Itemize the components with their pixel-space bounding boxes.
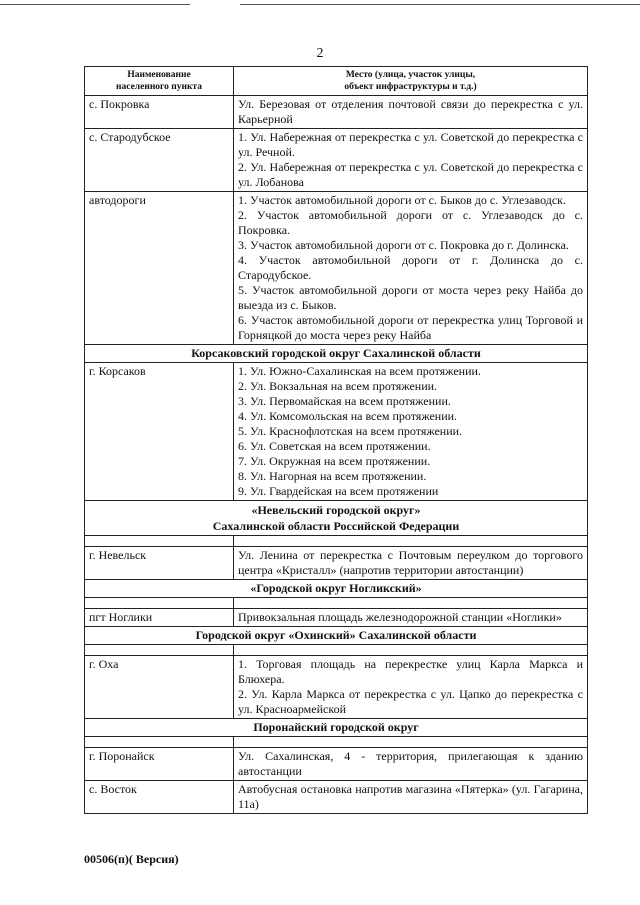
table-header-row	[85, 67, 588, 96]
section-header-row	[85, 719, 588, 737]
section-okha: Городской округ «Охинский» Сахалинской области	[85, 627, 588, 645]
settlement-cell: с. Восток	[85, 781, 234, 814]
settlement-cell: автодороги	[85, 192, 234, 345]
settlement-cell: пгт Ноглики	[85, 609, 234, 627]
settlement-cell: с. Стародубское	[85, 129, 234, 192]
location-cell: 1. Ул. Южно-Сахалинская на всем протяжении. 2. Ул. Вокзальная на всем протяжении. 3. Ул. Первомайская на всем протяжении. 4. Ул. Комсомольская на всем протяжении. 5. Ул. Краснофлотская на всем протяжении. 6. Ул. Советская на всем протяжении. 7. Ул. Окружная на всем протяжении. 8. Ул. Нагорная на всем протяжении. 9. Ул. Гвардейская на всем протяжении	[234, 363, 588, 501]
section-header-row	[85, 627, 588, 645]
location-cell: Привокзальная площадь железнодорожной станции «Ноглики»	[234, 609, 588, 627]
page-number: 2	[316, 46, 324, 61]
location-cell: Ул. Березовая от отделения почтовой связи до перекрестка с ул. Карьерной	[234, 96, 588, 129]
header-location: Место (улица, участок улицы, объект инфраструктуры и т.д.)	[234, 67, 588, 96]
spacer-row	[85, 598, 588, 609]
table-row	[85, 748, 588, 781]
settlement-cell: г. Корсаков	[85, 363, 234, 501]
location-cell: 1. Участок автомобильной дороги от с. Быков до с. Углезаводск. 2. Участок автомобильной дороги от с. Углезаводск до с. Покровка. 3. Участок автомобильной дороги от с. Покровка до г. Долинска. 4. Участок автомобильной дороги от г. Долинска до с. Стародубское. 5. Участок автомобильной дороги от моста через реку Найба до выезда из с. Быков. 6. Участок автомобильной дороги от перекрестка улиц Торговой и Горняцкой до моста через реку Найба	[234, 192, 588, 345]
table-row	[85, 96, 588, 129]
section-header-row	[85, 345, 588, 363]
settlement-cell: г. Оха	[85, 656, 234, 719]
header-settlement: Наименование населенного пункта	[85, 67, 234, 96]
settlement-cell: г. Невельск	[85, 547, 234, 580]
table-row	[85, 547, 588, 580]
settlement-cell: с. Покровка	[85, 96, 234, 129]
location-cell: 1. Ул. Набережная от перекрестка с ул. Советской до перекрестка с ул. Речной. 2. Ул. Набережная от перекрестка с ул. Советской до перекрестка с ул. Лобанова	[234, 129, 588, 192]
table-row	[85, 781, 588, 814]
section-header-row	[85, 580, 588, 598]
table-row	[85, 129, 588, 192]
section-header-row	[85, 501, 588, 536]
location-cell: 1. Торговая площадь на перекрестке улиц Карла Маркса и Блюхера. 2. Ул. Карла Маркса от перекрестка с ул. Цапко до перекрестка с ул. Красноармейской	[234, 656, 588, 719]
spacer-row	[85, 737, 588, 748]
spacer-row	[85, 536, 588, 547]
location-cell: Автобусная остановка напротив магазина «Пятерка» (ул. Гагарина, 11а)	[234, 781, 588, 814]
section-poronaysk: Поронайский городской округ	[85, 719, 588, 737]
section-nevelsk: «Невельский городской округ» Сахалинской области Российской Федерации	[85, 501, 588, 536]
location-cell: Ул. Сахалинская, 4 - территория, прилегающая к зданию автостанции	[234, 748, 588, 781]
section-nogliki: «Городской округ Ногликский»	[85, 580, 588, 598]
top-scan-line	[0, 4, 190, 5]
table-row	[85, 192, 588, 345]
settlement-cell: г. Поронайск	[85, 748, 234, 781]
table-row	[85, 363, 588, 501]
section-korsakov: Корсаковский городской округ Сахалинской области	[85, 345, 588, 363]
document-footer-code: 00506(п)( Версия)	[84, 852, 179, 866]
table-row	[85, 656, 588, 719]
locations-table	[84, 66, 588, 814]
table-row	[85, 609, 588, 627]
location-cell: Ул. Ленина от перекрестка с Почтовым переулком до торгового центра «Кристалл» (напротив территории автостанции)	[234, 547, 588, 580]
spacer-row	[85, 645, 588, 656]
top-scan-line	[240, 4, 640, 5]
